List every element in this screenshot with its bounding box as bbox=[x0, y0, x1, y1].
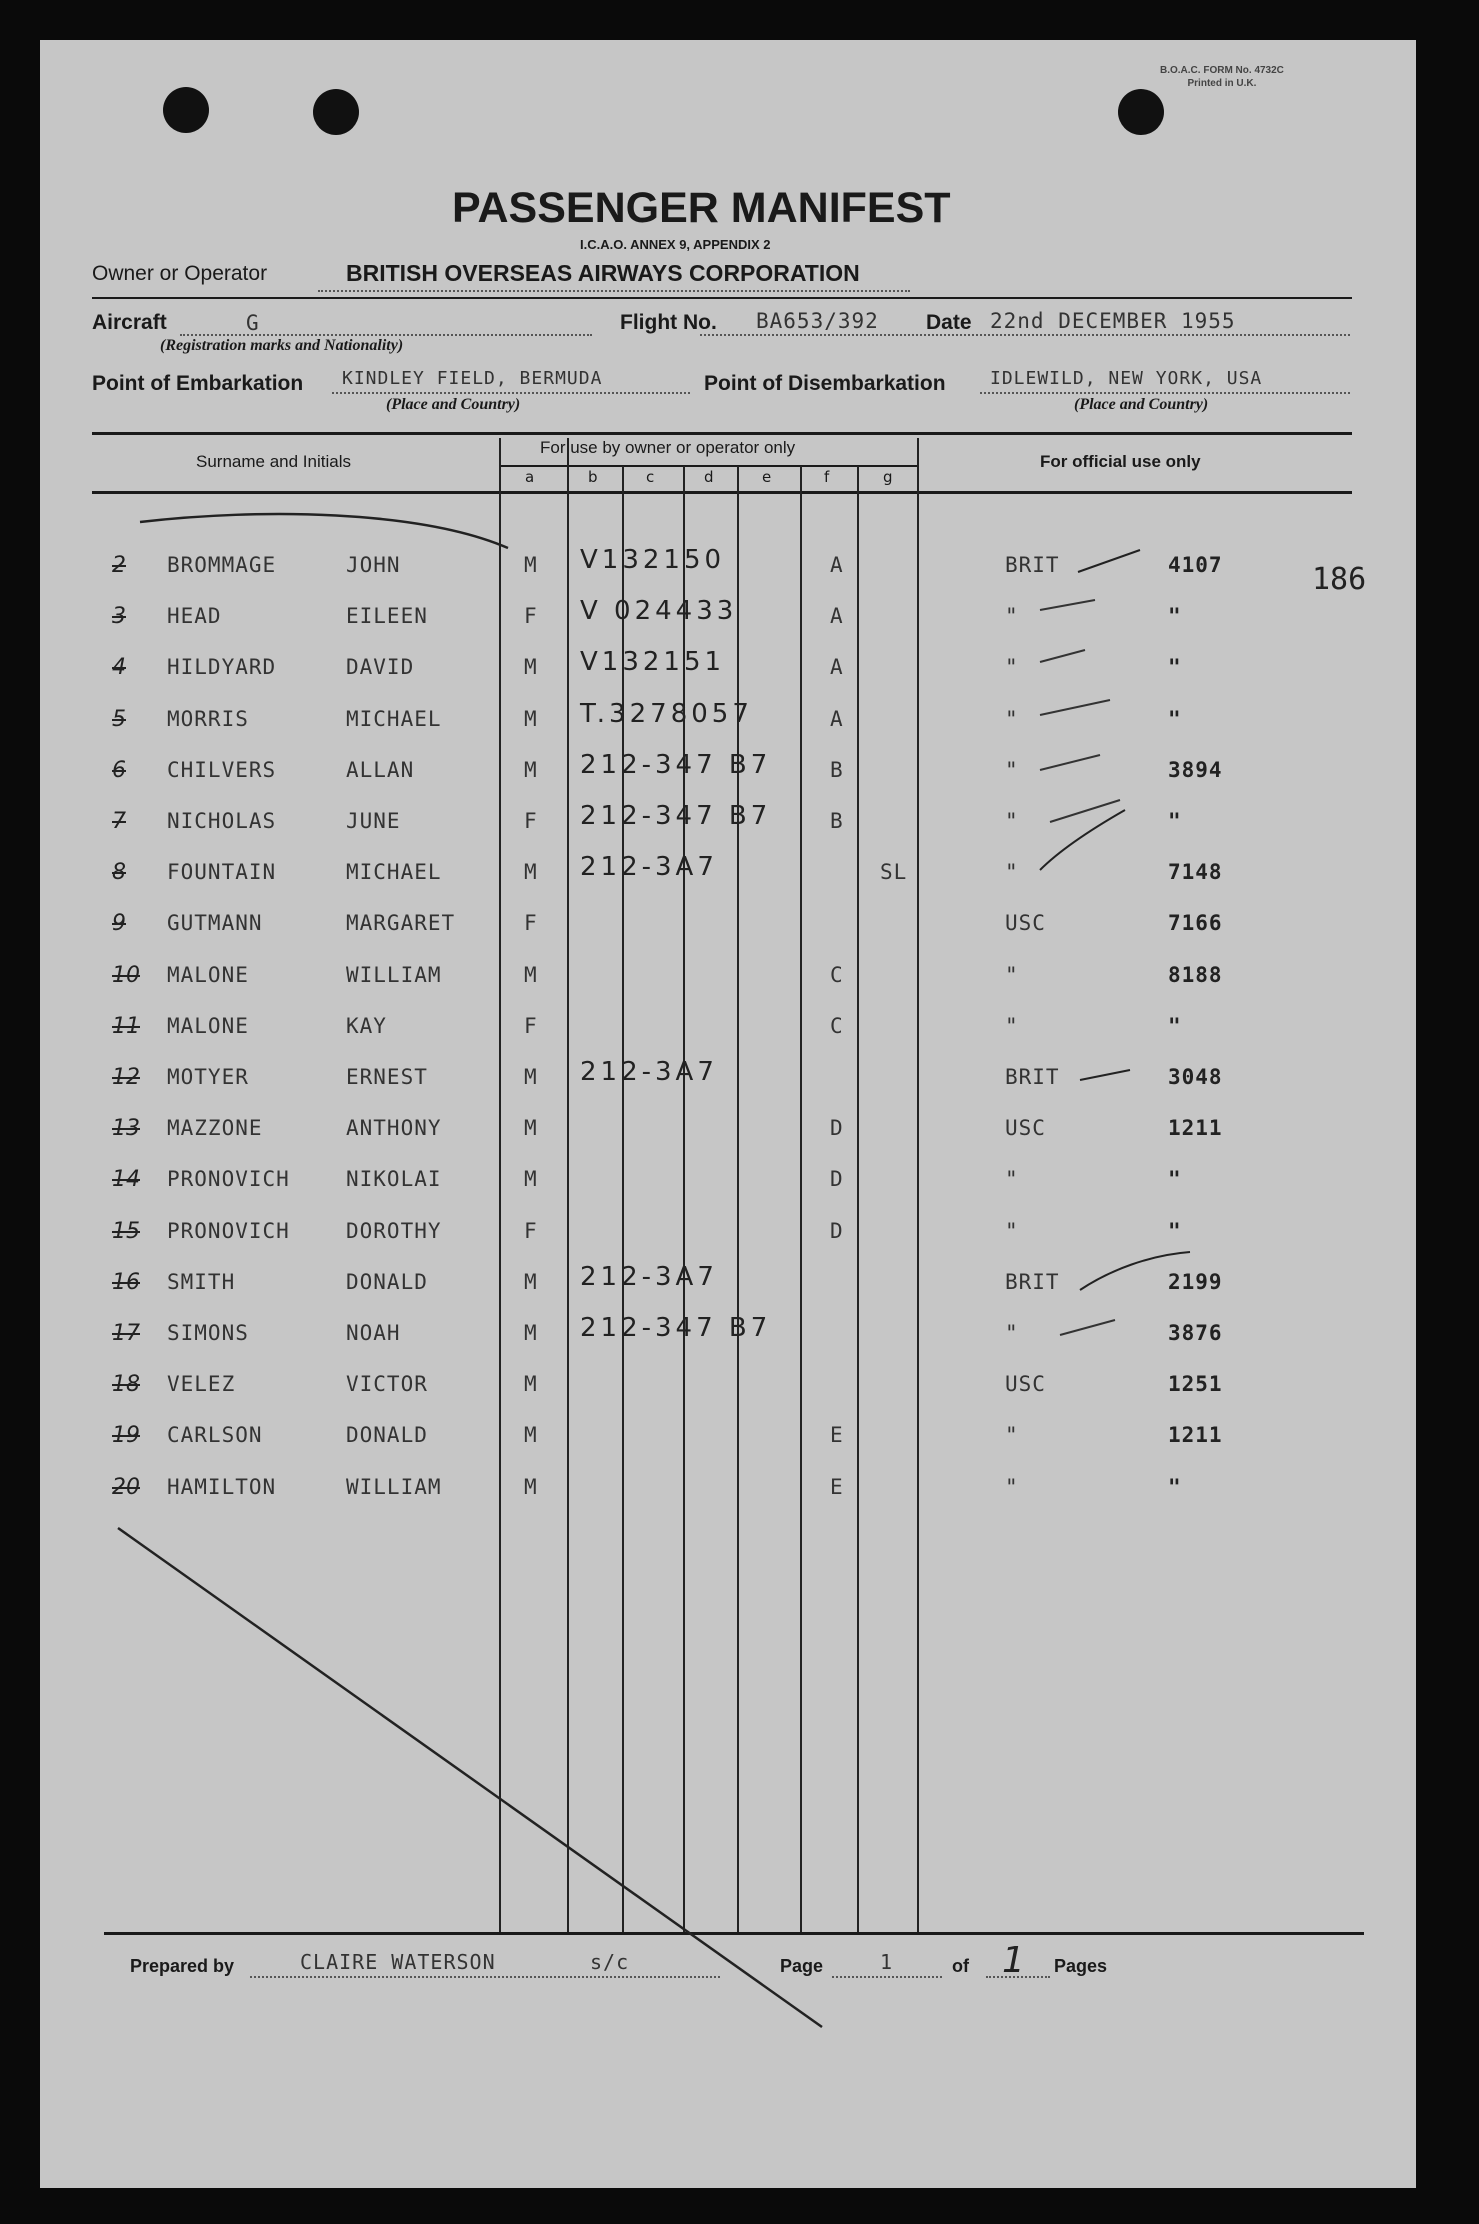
page-value: 1 bbox=[880, 1950, 894, 1974]
row-first-name: DONALD bbox=[346, 1423, 428, 1447]
row-number: 19 bbox=[112, 1423, 140, 1448]
tick-brit-2 bbox=[1080, 1070, 1130, 1080]
row-code: " bbox=[1168, 809, 1182, 833]
tick-8 bbox=[1060, 1320, 1115, 1335]
row-code: 7166 bbox=[1168, 911, 1223, 935]
row-sex: F bbox=[524, 809, 538, 833]
row-first-name: VICTOR bbox=[346, 1372, 428, 1396]
row-first-name: MICHAEL bbox=[346, 860, 442, 884]
row-col-f: D bbox=[830, 1116, 844, 1140]
tick-2 bbox=[1040, 600, 1095, 610]
pages-label: Pages bbox=[1054, 1956, 1108, 1976]
row-code: " bbox=[1168, 1167, 1182, 1191]
row-col-g: SL bbox=[880, 860, 908, 884]
row-col-f: D bbox=[830, 1167, 844, 1191]
row-nationality: BRIT bbox=[1005, 1270, 1060, 1294]
row-nationality: BRIT bbox=[1005, 1065, 1060, 1089]
row-surname: MALONE bbox=[167, 963, 249, 987]
row-number: 14 bbox=[112, 1167, 140, 1192]
row-sex: M bbox=[524, 655, 538, 679]
row-surname: FOUNTAIN bbox=[167, 860, 277, 884]
row-first-name: ANTHONY bbox=[346, 1116, 442, 1140]
row-surname: HILDYARD bbox=[167, 655, 277, 679]
operator-label: Owner or Operator bbox=[92, 262, 268, 285]
row-nationality: " bbox=[1005, 1475, 1019, 1499]
row-number: 8 bbox=[112, 860, 126, 885]
row-col-f: B bbox=[830, 758, 844, 782]
flight-value: BA653/392 bbox=[756, 309, 879, 333]
row-number: 6 bbox=[112, 758, 126, 783]
row-code: 7148 bbox=[1168, 860, 1223, 884]
row-code: 1251 bbox=[1168, 1372, 1223, 1396]
row-sex: M bbox=[524, 1372, 538, 1396]
date-label: Date bbox=[926, 311, 972, 334]
page-line bbox=[832, 1976, 942, 1978]
row-nationality: " bbox=[1005, 604, 1019, 628]
row-first-name: WILLIAM bbox=[346, 1475, 442, 1499]
row-code: 1211 bbox=[1168, 1116, 1223, 1140]
row-number: 12 bbox=[112, 1065, 140, 1090]
flight-label: Flight No. bbox=[620, 311, 717, 334]
row-sex: M bbox=[524, 1270, 538, 1294]
row-first-name: EILEEN bbox=[346, 604, 428, 628]
row-sex: F bbox=[524, 1014, 538, 1038]
row-surname: MOTYER bbox=[167, 1065, 249, 1089]
row-col-f: B bbox=[830, 809, 844, 833]
row-surname: HEAD bbox=[167, 604, 222, 628]
tick-3 bbox=[1040, 650, 1085, 662]
header-owner-use: For use by owner or operator only bbox=[540, 438, 796, 457]
of-label: of bbox=[952, 1956, 969, 1976]
row-surname: MORRIS bbox=[167, 707, 249, 731]
row-code: " bbox=[1168, 1219, 1182, 1243]
row-code: 4107 bbox=[1168, 553, 1223, 577]
disembarkation-label: Point of Disembarkation bbox=[704, 372, 946, 395]
row-code: " bbox=[1168, 707, 1182, 731]
tick-5 bbox=[1040, 755, 1100, 770]
row-surname: BROMMAGE bbox=[167, 553, 277, 577]
row-nationality: " bbox=[1005, 758, 1019, 782]
row-first-name: DONALD bbox=[346, 1270, 428, 1294]
row-sex: M bbox=[524, 758, 538, 782]
row-col-f: A bbox=[830, 655, 844, 679]
header-col-g: g bbox=[883, 468, 893, 486]
row-col-f: D bbox=[830, 1219, 844, 1243]
row-code: 3894 bbox=[1168, 758, 1223, 782]
row-ticket: 212-347 B7 bbox=[580, 1313, 772, 1343]
row-number: 16 bbox=[112, 1270, 140, 1295]
row-col-f: E bbox=[830, 1423, 844, 1447]
row-sex: F bbox=[524, 604, 538, 628]
row-ticket: 212-3A7 bbox=[580, 1057, 718, 1087]
disembarkation-value: IDLEWILD, NEW YORK, USA bbox=[990, 368, 1263, 389]
row-surname: NICHOLAS bbox=[167, 809, 277, 833]
row-sex: M bbox=[524, 1065, 538, 1089]
row-nationality: " bbox=[1005, 655, 1019, 679]
embarkation-value: KINDLEY FIELD, BERMUDA bbox=[342, 368, 603, 389]
tick-brit-3 bbox=[1080, 1252, 1190, 1290]
prepared-by-value: CLAIRE WATERSON bbox=[300, 1950, 496, 1974]
row-sex: M bbox=[524, 553, 538, 577]
row-first-name: JUNE bbox=[346, 809, 401, 833]
row-number: 11 bbox=[112, 1014, 140, 1039]
row-number: 17 bbox=[112, 1321, 140, 1346]
row-sex: M bbox=[524, 707, 538, 731]
of-value: 1 bbox=[1002, 1940, 1025, 1981]
row-ticket: V 024433 bbox=[580, 596, 738, 626]
row-first-name: ALLAN bbox=[346, 758, 415, 782]
row-sex: M bbox=[524, 860, 538, 884]
tick-7 bbox=[1040, 810, 1125, 870]
row-first-name: NOAH bbox=[346, 1321, 401, 1345]
row-first-name: ERNEST bbox=[346, 1065, 428, 1089]
row-surname: MAZZONE bbox=[167, 1116, 263, 1140]
row-sex: M bbox=[524, 1321, 538, 1345]
row-col-f: A bbox=[830, 604, 844, 628]
header-col-d: d bbox=[704, 468, 714, 486]
aircraft-label: Aircraft bbox=[92, 311, 167, 334]
header-col-c: c bbox=[646, 468, 655, 486]
row-nationality: " bbox=[1005, 1321, 1019, 1345]
operator-value: BRITISH OVERSEAS AIRWAYS CORPORATION bbox=[346, 260, 860, 286]
row-number: 2 bbox=[112, 553, 126, 578]
row-first-name: WILLIAM bbox=[346, 963, 442, 987]
row-surname: SIMONS bbox=[167, 1321, 249, 1345]
row-nationality: USC bbox=[1005, 911, 1046, 935]
row-nationality: " bbox=[1005, 1219, 1019, 1243]
page-subtitle: I.C.A.O. ANNEX 9, APPENDIX 2 bbox=[580, 237, 771, 252]
row-number: 10 bbox=[112, 963, 140, 988]
page-label: Page bbox=[780, 1956, 824, 1976]
row-nationality: USC bbox=[1005, 1116, 1046, 1140]
row-sex: F bbox=[524, 911, 538, 935]
row-ticket: 212-3A7 bbox=[580, 1262, 718, 1292]
page-number-stamp: 186 bbox=[1312, 562, 1367, 597]
row-surname: MALONE bbox=[167, 1014, 249, 1038]
row-number: 13 bbox=[112, 1116, 140, 1141]
row-col-f: E bbox=[830, 1475, 844, 1499]
row-code: " bbox=[1168, 604, 1182, 628]
form-code-line1: B.O.A.C. FORM No. 4732C bbox=[1160, 65, 1284, 76]
row-sex: M bbox=[524, 1116, 538, 1140]
row-col-f: A bbox=[830, 553, 844, 577]
date-value: 22nd DECEMBER 1955 bbox=[990, 309, 1236, 333]
row-code: " bbox=[1168, 655, 1182, 679]
row-code: 3876 bbox=[1168, 1321, 1223, 1345]
embarkation-note: (Place and Country) bbox=[386, 396, 521, 413]
header-col-e: e bbox=[762, 468, 772, 486]
header-col-a: a bbox=[525, 468, 535, 486]
row-nationality: " bbox=[1005, 1167, 1019, 1191]
row-first-name: DAVID bbox=[346, 655, 415, 679]
header-surname: Surname and Initials bbox=[196, 452, 351, 471]
top-line-stroke bbox=[140, 514, 508, 548]
row-ticket: V132151 bbox=[580, 647, 726, 677]
row-ticket: T.3278057 bbox=[580, 699, 753, 729]
row-first-name: MICHAEL bbox=[346, 707, 442, 731]
row-code: 8188 bbox=[1168, 963, 1223, 987]
row-nationality: " bbox=[1005, 1014, 1019, 1038]
row-col-f: C bbox=[830, 1014, 844, 1038]
row-surname: GUTMANN bbox=[167, 911, 263, 935]
of-line bbox=[986, 1976, 1050, 1978]
row-surname: PRONOVICH bbox=[167, 1167, 290, 1191]
aircraft-value: G bbox=[246, 311, 260, 335]
row-nationality: BRIT bbox=[1005, 553, 1060, 577]
row-nationality: " bbox=[1005, 1423, 1019, 1447]
page-title: PASSENGER MANIFEST bbox=[452, 184, 951, 232]
row-surname: CHILVERS bbox=[167, 758, 277, 782]
tick-4 bbox=[1040, 700, 1110, 715]
row-sex: M bbox=[524, 1475, 538, 1499]
prepared-by-suffix: s/c bbox=[590, 1950, 630, 1974]
row-first-name: JOHN bbox=[346, 553, 401, 577]
row-surname: PRONOVICH bbox=[167, 1219, 290, 1243]
row-col-f: A bbox=[830, 707, 844, 731]
row-code: 3048 bbox=[1168, 1065, 1223, 1089]
header-col-b: b bbox=[588, 468, 598, 486]
row-code: 1211 bbox=[1168, 1423, 1223, 1447]
row-code: 2199 bbox=[1168, 1270, 1223, 1294]
row-ticket: 212-347 B7 bbox=[580, 750, 772, 780]
row-surname: VELEZ bbox=[167, 1372, 236, 1396]
row-number: 5 bbox=[112, 707, 126, 732]
header-col-f: f bbox=[824, 468, 830, 486]
row-number: 7 bbox=[112, 809, 126, 834]
row-nationality: USC bbox=[1005, 1372, 1046, 1396]
row-number: 4 bbox=[112, 655, 126, 680]
row-number: 20 bbox=[112, 1475, 140, 1500]
row-surname: SMITH bbox=[167, 1270, 236, 1294]
row-first-name: NIKOLAI bbox=[346, 1167, 442, 1191]
row-number: 15 bbox=[112, 1219, 140, 1244]
row-ticket: V132150 bbox=[580, 545, 726, 575]
header-official-use: For official use only bbox=[1040, 452, 1201, 471]
tick-brit-1 bbox=[1078, 550, 1140, 572]
row-number: 18 bbox=[112, 1372, 140, 1397]
row-ticket: 212-347 B7 bbox=[580, 801, 772, 831]
aircraft-note: (Registration marks and Nationality) bbox=[160, 337, 404, 354]
row-sex: M bbox=[524, 963, 538, 987]
row-col-f: C bbox=[830, 963, 844, 987]
prepared-line bbox=[250, 1976, 720, 1978]
disembarkation-note: (Place and Country) bbox=[1074, 396, 1209, 413]
row-sex: M bbox=[524, 1423, 538, 1447]
row-number: 9 bbox=[112, 911, 126, 936]
row-surname: HAMILTON bbox=[167, 1475, 277, 1499]
row-code: " bbox=[1168, 1014, 1182, 1038]
form-code-line2: Printed in U.K. bbox=[1187, 78, 1257, 89]
row-first-name: KAY bbox=[346, 1014, 387, 1038]
prepared-by-label: Prepared by bbox=[130, 1956, 235, 1976]
row-nationality: " bbox=[1005, 809, 1019, 833]
row-first-name: DOROTHY bbox=[346, 1219, 442, 1243]
row-ticket: 212-3A7 bbox=[580, 852, 718, 882]
row-nationality: " bbox=[1005, 860, 1019, 884]
row-surname: CARLSON bbox=[167, 1423, 263, 1447]
row-first-name: MARGARET bbox=[346, 911, 456, 935]
row-nationality: " bbox=[1005, 707, 1019, 731]
row-nationality: " bbox=[1005, 963, 1019, 987]
row-number: 3 bbox=[112, 604, 126, 629]
row-code: " bbox=[1168, 1475, 1182, 1499]
row-sex: M bbox=[524, 1167, 538, 1191]
row-sex: F bbox=[524, 1219, 538, 1243]
embarkation-label: Point of Embarkation bbox=[92, 372, 304, 395]
